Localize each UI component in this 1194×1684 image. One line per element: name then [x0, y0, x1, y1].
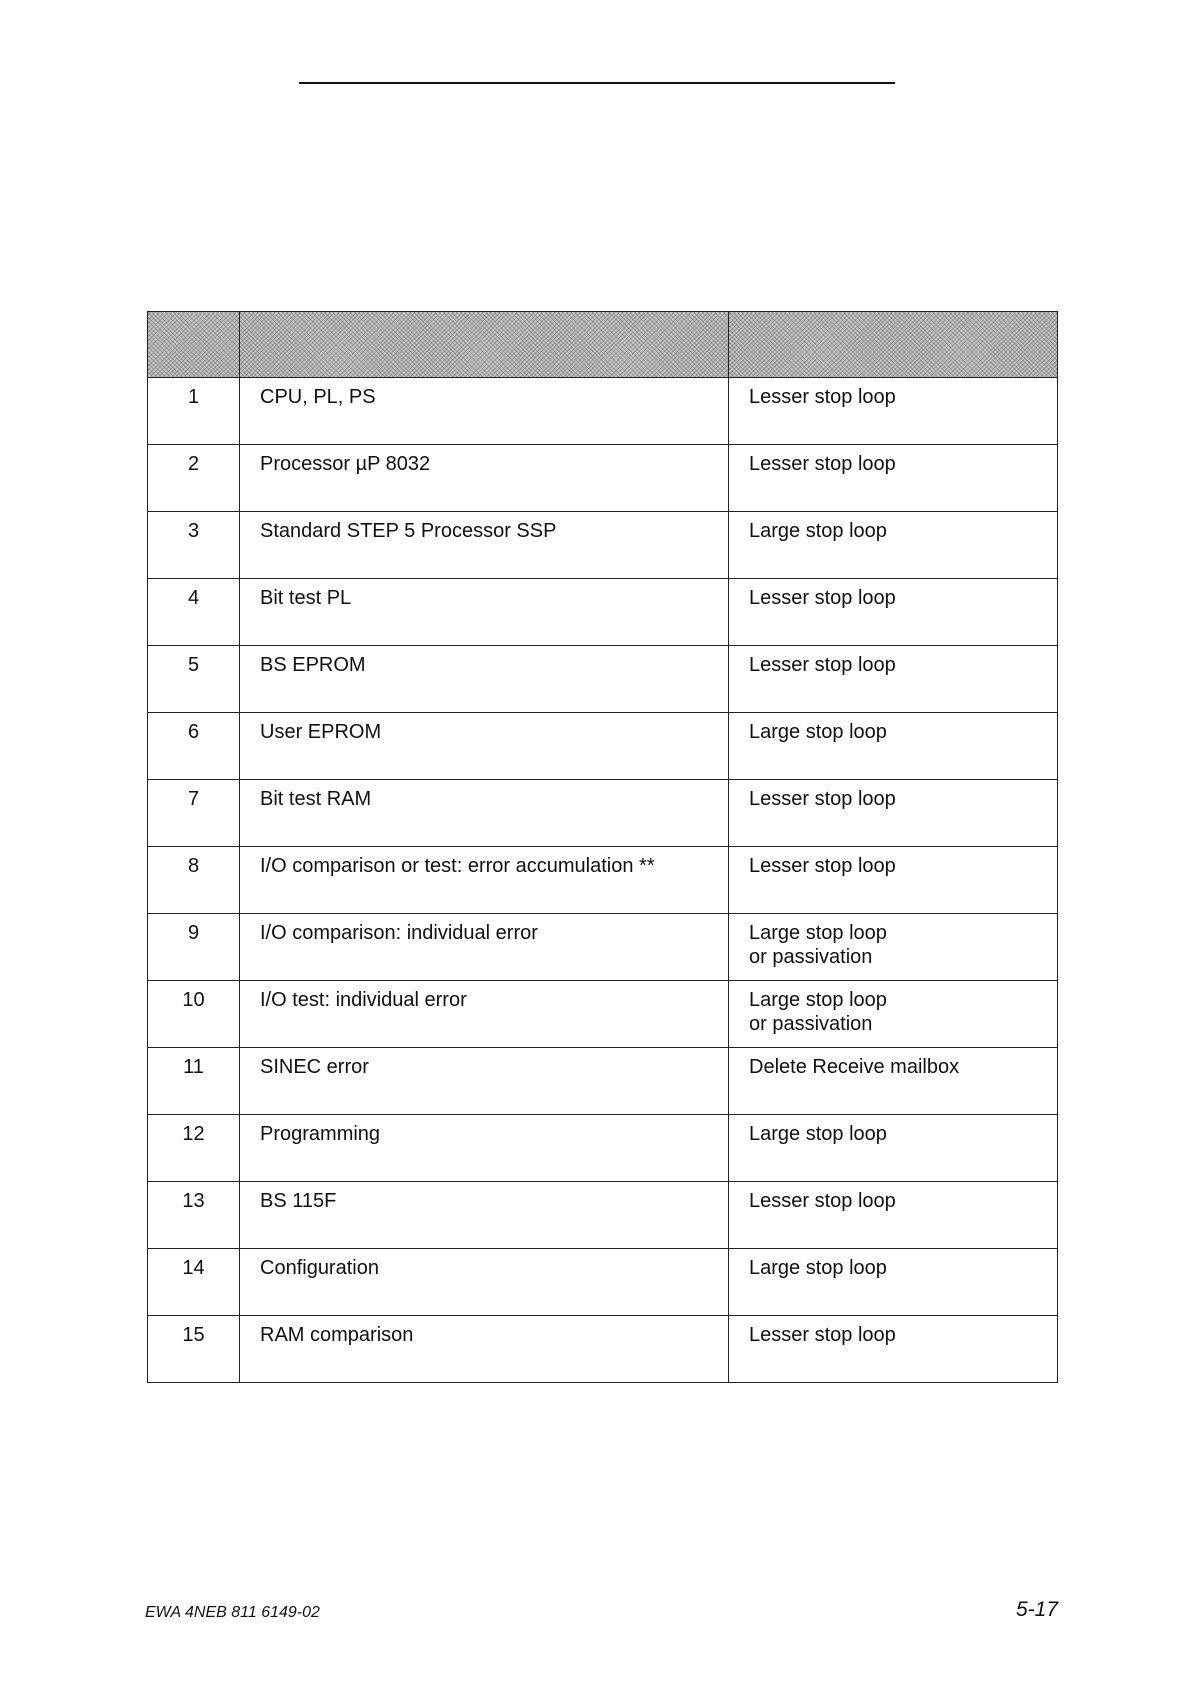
- error-description: Processor µP 8032: [260, 453, 431, 475]
- response-cell: [729, 646, 1058, 713]
- row-number: 7: [187, 788, 200, 810]
- response-line: or passivation: [749, 1013, 873, 1035]
- error-description: I/O test: individual error: [260, 989, 467, 1011]
- response-line: Large stop loop: [749, 1257, 887, 1279]
- row-number-cell: [148, 1316, 240, 1383]
- table-row: [148, 646, 1058, 713]
- response-cell: [729, 1249, 1058, 1316]
- response-text: [729, 512, 1057, 543]
- error-cell: [240, 981, 729, 1048]
- row-number-cell: [148, 713, 240, 780]
- row-number: 5: [187, 654, 200, 676]
- response-line: Large stop loop: [749, 721, 887, 743]
- table-row: [148, 1249, 1058, 1316]
- response-line: Large stop loop: [749, 922, 887, 944]
- table-row: [148, 445, 1058, 512]
- error-description: I/O comparison or test: error accumulation **: [260, 855, 655, 877]
- error-description: I/O comparison: individual error: [260, 922, 538, 944]
- response-text: [729, 445, 1057, 476]
- row-number-cell: [148, 1115, 240, 1182]
- error-description: Standard STEP 5 Processor SSP: [260, 520, 557, 542]
- response-line: Large stop loop: [749, 989, 887, 1011]
- error-cell: [240, 1316, 729, 1383]
- response-line: Lesser stop loop: [749, 855, 896, 877]
- row-number: 4: [187, 587, 200, 609]
- response-text: [729, 713, 1057, 744]
- table-row: [148, 1115, 1058, 1182]
- response-cell: [729, 445, 1058, 512]
- error-description: RAM comparison: [260, 1324, 414, 1346]
- row-number: 3: [187, 520, 200, 542]
- error-cell: [240, 1048, 729, 1115]
- row-number: 2: [187, 453, 200, 475]
- response-line: Lesser stop loop: [749, 1324, 896, 1346]
- row-number: 10: [182, 989, 205, 1011]
- row-number-cell: [148, 914, 240, 981]
- response-line: or passivation: [749, 946, 873, 968]
- error-cell: [240, 1115, 729, 1182]
- response-text: [729, 579, 1057, 610]
- error-cell: [240, 579, 729, 646]
- response-cell: [729, 914, 1058, 981]
- table-row: [148, 1182, 1058, 1249]
- error-description: SINEC error: [260, 1056, 369, 1078]
- response-cell: [729, 1316, 1058, 1383]
- table-row: [148, 713, 1058, 780]
- table-header-row: [148, 312, 1058, 378]
- row-number: 8: [187, 855, 200, 877]
- table-row: [148, 981, 1058, 1048]
- response-line: Lesser stop loop: [749, 654, 896, 676]
- response-cell: [729, 579, 1058, 646]
- error-description: BS EPROM: [260, 654, 366, 676]
- row-number-cell: [148, 981, 240, 1048]
- response-text: [729, 981, 1057, 1036]
- row-number-cell: [148, 1249, 240, 1316]
- error-cell: [240, 378, 729, 445]
- error-cell: [240, 445, 729, 512]
- response-text: [729, 1115, 1057, 1146]
- response-line: Delete Receive mailbox: [749, 1056, 960, 1078]
- row-number: 13: [182, 1190, 205, 1212]
- table-row: [148, 378, 1058, 445]
- row-number: 14: [182, 1257, 205, 1279]
- row-number-cell: [148, 512, 240, 579]
- document-id: EWA 4NEB 811 6149-02: [145, 1604, 320, 1621]
- response-text: [729, 378, 1057, 409]
- response-text: [729, 1048, 1057, 1079]
- response-text: [729, 646, 1057, 677]
- table-row: [148, 1316, 1058, 1383]
- header-cell-response: [729, 312, 1058, 378]
- error-description: BS 115F: [260, 1190, 337, 1212]
- row-number: 15: [182, 1324, 205, 1346]
- response-cell: [729, 981, 1058, 1048]
- response-text: [729, 780, 1057, 811]
- response-cell: [729, 512, 1058, 579]
- error-cell: [240, 646, 729, 713]
- row-number-cell: [148, 1048, 240, 1115]
- table-row: [148, 914, 1058, 981]
- response-line: Lesser stop loop: [749, 453, 896, 475]
- row-number: 1: [187, 386, 200, 408]
- row-number: 11: [183, 1056, 204, 1078]
- error-description: User EPROM: [260, 721, 382, 743]
- row-number-cell: [148, 579, 240, 646]
- row-number-cell: [148, 378, 240, 445]
- response-text: [729, 847, 1057, 878]
- response-text: [729, 1249, 1057, 1280]
- error-cell: [240, 512, 729, 579]
- error-response-table: [147, 311, 1058, 1383]
- response-line: Large stop loop: [749, 1123, 887, 1145]
- row-number-cell: [148, 445, 240, 512]
- response-cell: [729, 713, 1058, 780]
- response-line: Lesser stop loop: [749, 386, 896, 408]
- error-cell: [240, 713, 729, 780]
- row-number: 9: [187, 922, 200, 944]
- response-cell: [729, 780, 1058, 847]
- error-cell: [240, 780, 729, 847]
- response-text: [729, 914, 1057, 969]
- response-line: Large stop loop: [749, 520, 887, 542]
- response-text: [729, 1182, 1057, 1213]
- response-line: Lesser stop loop: [749, 1190, 896, 1212]
- error-cell: [240, 1249, 729, 1316]
- row-number-cell: [148, 847, 240, 914]
- table-row: [148, 1048, 1058, 1115]
- error-cell: [240, 914, 729, 981]
- table-row: [148, 579, 1058, 646]
- table-row: [148, 512, 1058, 579]
- response-cell: [729, 378, 1058, 445]
- error-description: Bit test PL: [260, 587, 352, 609]
- table-body: [148, 312, 1058, 1383]
- row-number: 6: [187, 721, 200, 743]
- row-number: 12: [182, 1123, 205, 1145]
- row-number-cell: [148, 646, 240, 713]
- page-number: 5-17: [1015, 1598, 1058, 1621]
- error-cell: [240, 1182, 729, 1249]
- response-cell: [729, 1182, 1058, 1249]
- row-number-cell: [148, 1182, 240, 1249]
- row-number-cell: [148, 780, 240, 847]
- error-description: Programming: [260, 1123, 381, 1145]
- header-cell-error: [240, 312, 729, 378]
- header-cell-number: [148, 312, 240, 378]
- response-cell: [729, 1048, 1058, 1115]
- table-row: [148, 780, 1058, 847]
- header-rule: [299, 82, 895, 84]
- error-description: CPU, PL, PS: [260, 386, 376, 408]
- response-text: [729, 1316, 1057, 1347]
- error-cell: [240, 847, 729, 914]
- response-line: Lesser stop loop: [749, 788, 896, 810]
- table-row: [148, 847, 1058, 914]
- error-description: Configuration: [260, 1257, 379, 1279]
- error-description: Bit test RAM: [260, 788, 372, 810]
- response-cell: [729, 1115, 1058, 1182]
- response-cell: [729, 847, 1058, 914]
- response-line: Lesser stop loop: [749, 587, 896, 609]
